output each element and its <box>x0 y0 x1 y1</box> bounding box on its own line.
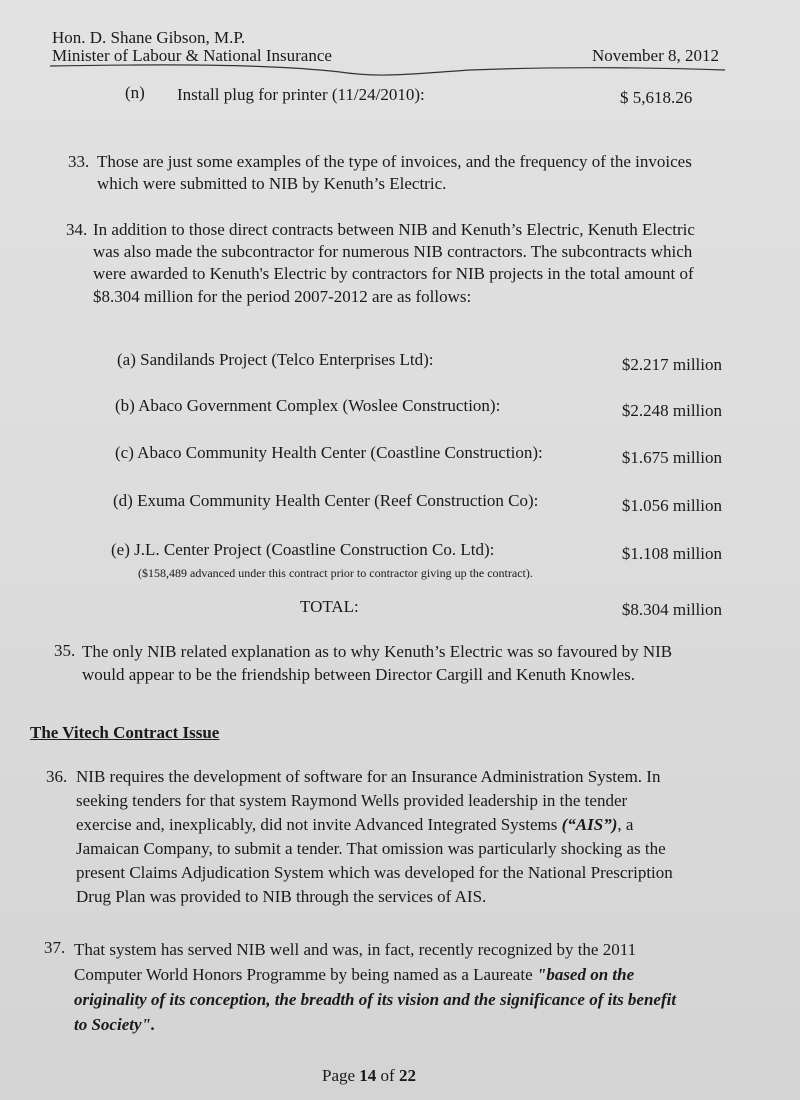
page-prefix: Page <box>322 1066 360 1085</box>
subcontract-c-label: (c) Abaco Community Health Center (Coastline Construction): <box>115 443 543 462</box>
subcontract-e-label: (e) J.L. Center Project (Coastline Construction Co. Ltd): <box>111 540 495 559</box>
p33-line1: Those are just some examples of the type of invoices, and the frequency of the invoices <box>97 152 692 171</box>
p34-number: 34. <box>66 220 88 239</box>
header-date: November 8, 2012 <box>592 46 720 65</box>
p34-line1: In addition to those direct contracts between NIB and Kenuth’s Electric, Kenuth Electric <box>93 220 695 239</box>
p33-line2: which were submitted to NIB by Kenuth’s Electric. <box>97 174 447 193</box>
p37-line2 <box>74 963 634 986</box>
p34-line2: was also made the subcontractor for numerous NIB contractors. The subcontracts which <box>93 242 693 261</box>
item-n-amount: $ 5,618.26 <box>620 88 693 107</box>
total-amount: $8.304 million <box>621 600 722 619</box>
p36-line3-tail: , a <box>617 815 634 834</box>
p36-line6: Drug Plan was provided to NIB through the services of AIS. <box>76 887 487 906</box>
item-n-text: Install plug for printer (11/24/2010): <box>177 85 425 104</box>
subcontract-b-amount: $2.248 million <box>621 401 722 420</box>
p37-quote-line: originality of its conception, the breadth of its vision and the significance of its benefit <box>74 990 677 1009</box>
p36-line3-text: exercise and, inexplicably, did not invite Advanced Integrated Systems <box>76 815 562 834</box>
total-pages: 22 <box>398 1066 416 1085</box>
subcontract-d-label: (d) Exuma Community Health Center (Reef Construction Co): <box>113 491 539 510</box>
page-number <box>322 1066 416 1086</box>
p35-line2: would appear to be the friendship between Director Cargill and Kenuth Knowles. <box>82 665 635 684</box>
p34-line4: $8.304 million for the period 2007-2012 are as follows: <box>93 287 472 306</box>
item-n-marker: (n) <box>125 83 145 102</box>
subcontract-a-label: (a) Sandilands Project (Telco Enterprises Ltd): <box>117 350 434 369</box>
subcontract-e-amount: $1.108 million <box>621 544 722 563</box>
subcontract-d-amount: $1.056 million <box>621 496 722 515</box>
p37-quote-start: "based on the <box>536 965 635 984</box>
p35-number: 35. <box>54 641 76 660</box>
p37-line2-text: Computer World Honors Programme by being named as a Laureate <box>74 965 537 984</box>
p36-line3 <box>76 813 633 836</box>
p37-line1: That system has served NIB well and was, in fact, recently recognized by the 2011 <box>74 940 637 959</box>
header-name: Hon. D. Shane Gibson, M.P. <box>52 28 246 47</box>
p36-line1: NIB requires the development of software for an Insurance Administration System. In <box>76 767 661 786</box>
p34-line3: were awarded to Kenuth's Electric by contractors for NIB projects in the total amount of <box>93 264 694 283</box>
section-heading: The Vitech Contract Issue <box>30 723 220 742</box>
subcontract-a-amount: $2.217 million <box>621 355 722 374</box>
ais-abbreviation: (“AIS”) <box>561 815 618 834</box>
p37-number: 37. <box>44 938 66 957</box>
p36-line5: present Claims Adjudication System which was developed for the National Prescription <box>76 863 673 882</box>
total-label: TOTAL: <box>300 597 359 616</box>
p36-line2: seeking tenders for that system Raymond Wells provided leadership in the tender <box>76 791 628 810</box>
p35-line1: The only NIB related explanation as to why Kenuth’s Electric was so favoured by NIB <box>82 642 673 661</box>
p33-number: 33. <box>68 152 90 171</box>
header-title: Minister of Labour & National Insurance <box>52 46 332 65</box>
subcontract-b-label: (b) Abaco Government Complex (Woslee Construction): <box>115 396 501 415</box>
p36-number: 36. <box>46 767 68 786</box>
page-of: of <box>376 1066 399 1085</box>
p37-quote-end: to Society". <box>74 1015 156 1034</box>
subcontract-e-note: ($158,489 advanced under this contract prior to contractor giving up the contract). <box>138 566 533 580</box>
header-rule <box>50 62 725 84</box>
subcontract-c-amount: $1.675 million <box>621 448 722 467</box>
p36-line4: Jamaican Company, to submit a tender. That omission was particularly shocking as the <box>76 839 666 858</box>
current-page: 14 <box>359 1066 377 1085</box>
